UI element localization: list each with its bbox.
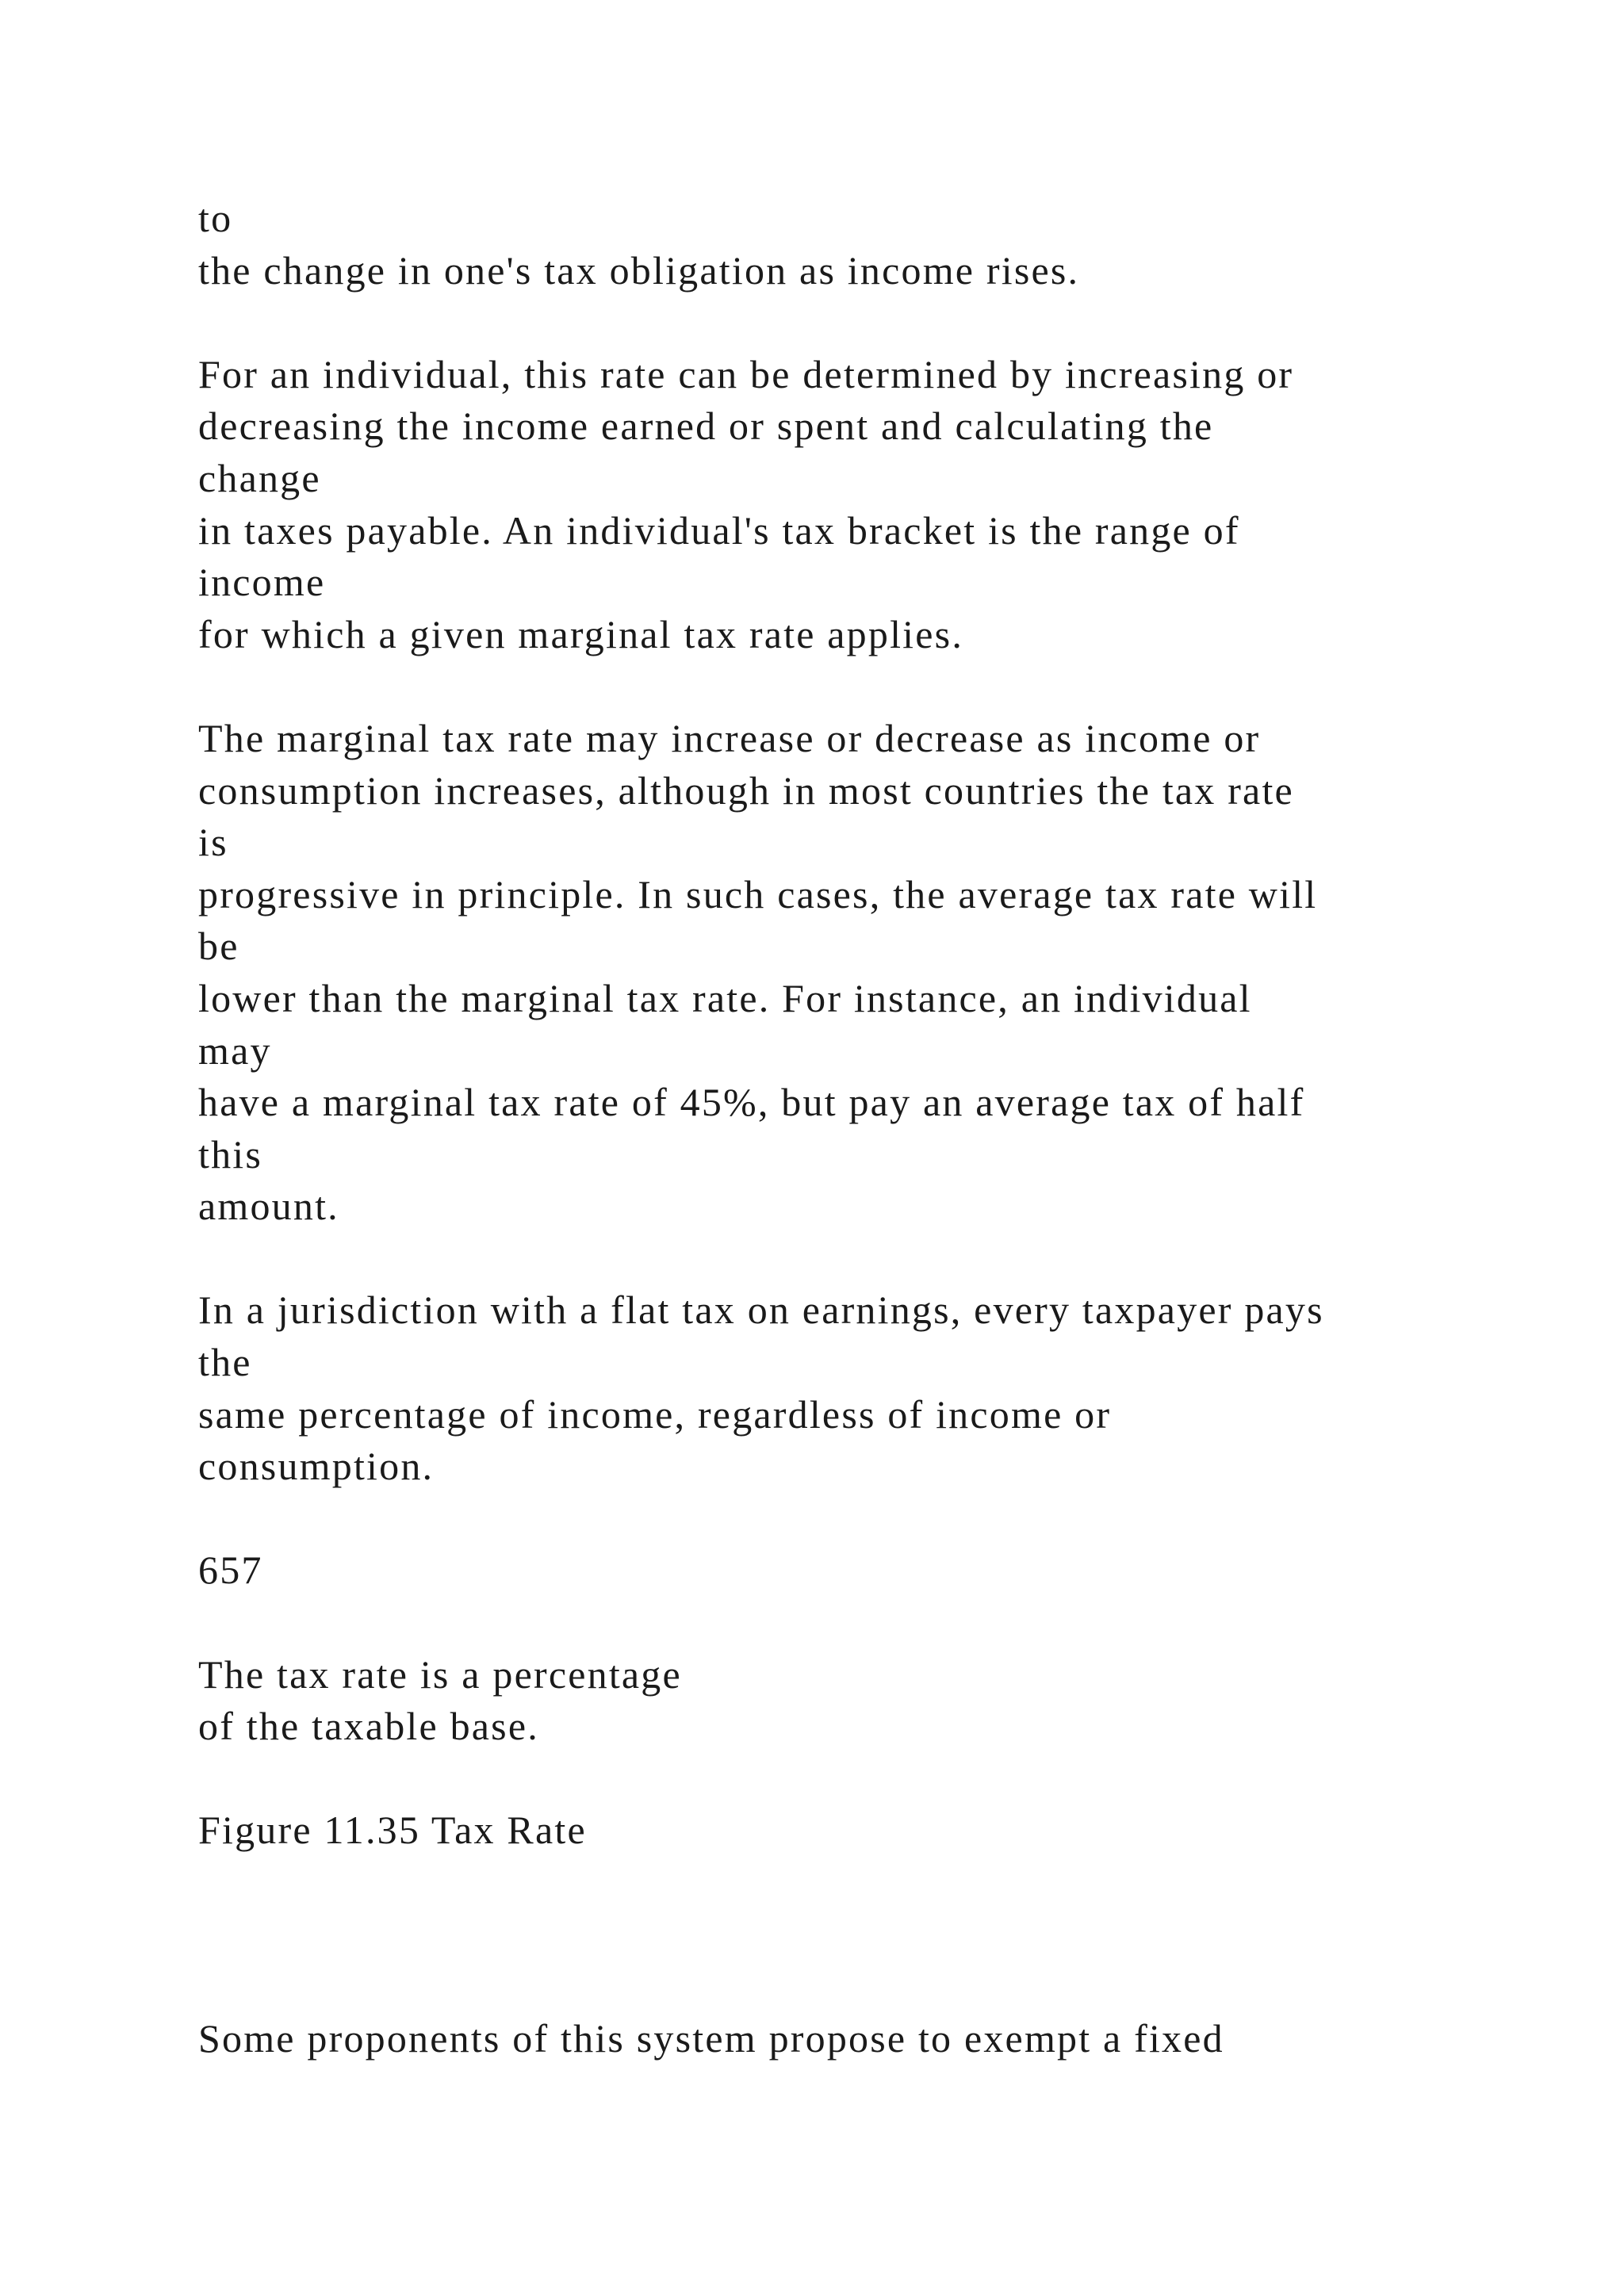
- paragraph-2: [198, 349, 1546, 661]
- text-line: may: [198, 1027, 272, 1073]
- text-line: consumption increases, although in most countries the tax rate: [198, 767, 1294, 813]
- paragraph-gap: [198, 1597, 1546, 1649]
- figure-caption: Figure 11.35 Tax Rate: [198, 1808, 587, 1853]
- paragraph-5: [198, 2013, 1546, 2065]
- paragraph-gap: [198, 297, 1546, 349]
- section-gap: [198, 1857, 1546, 1961]
- paragraph-3: [198, 713, 1546, 1233]
- page-number: 657: [198, 1548, 263, 1593]
- paragraph-1: [198, 193, 1546, 297]
- text-line: in taxes payable. An individual's tax bracket is the range of: [198, 507, 1240, 553]
- text-line: For an individual, this rate can be determined by increasing or: [198, 351, 1294, 396]
- text-line: income: [198, 560, 326, 605]
- document-body: [198, 193, 1546, 2064]
- text-line: the: [198, 1340, 252, 1385]
- text-line: decreasing the income earned or spent and calculating the: [198, 404, 1214, 449]
- text-line: to: [198, 196, 233, 240]
- text-line: The marginal tax rate may increase or decrease as income or: [198, 715, 1261, 760]
- text-line: for which a given marginal tax rate applies.: [198, 611, 964, 656]
- paragraph-4: [198, 1284, 1546, 1492]
- paragraph-gap: [198, 660, 1546, 713]
- spacer-line: [198, 1961, 1546, 2013]
- text-line: lower than the marginal tax rate. For instance, an individual: [198, 975, 1252, 1020]
- paragraph-gap: [198, 1493, 1546, 1545]
- text-line: this: [198, 1131, 263, 1177]
- text-line: change: [198, 455, 321, 500]
- paragraph-gap: [198, 1753, 1546, 1805]
- figure-text: [198, 1649, 1546, 1753]
- text-line: In a jurisdiction with a flat tax on earnings, every taxpayer pays: [198, 1288, 1324, 1333]
- text-line: consumption.: [198, 1444, 435, 1489]
- text-line: same percentage of income, regardless of income or: [198, 1391, 1112, 1437]
- text-line: The tax rate is a percentage: [198, 1651, 682, 1697]
- text-line: progressive in principle. In such cases, the average tax rate will: [198, 871, 1318, 916]
- text-line: Some proponents of this system propose to exempt a fixed: [198, 2015, 1224, 2061]
- text-line: of the taxable base.: [198, 1704, 539, 1749]
- text-line: is: [198, 820, 228, 865]
- text-line: the change in one's tax obligation as income rises.: [198, 247, 1080, 293]
- paragraph-gap: [198, 1233, 1546, 1285]
- text-line: amount.: [198, 1184, 339, 1229]
- text-line: be: [198, 924, 239, 969]
- text-line: have a marginal tax rate of 45%, but pay an average tax of half: [198, 1080, 1305, 1125]
